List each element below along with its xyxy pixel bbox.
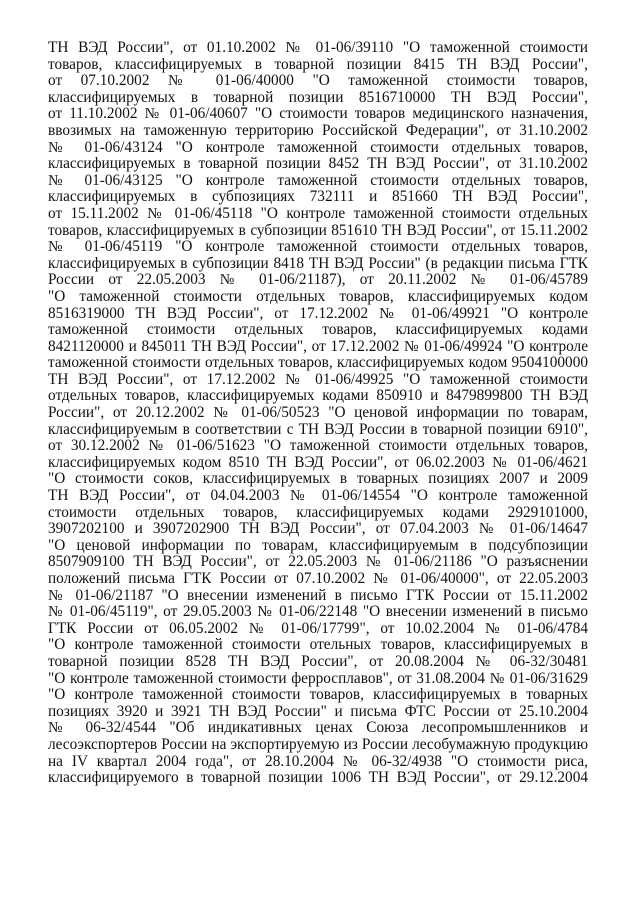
text-line: ТН ВЭД России", от 01.10.2002 № 01-06/39110 "О таможенной стоимости: [48, 40, 588, 56]
text-line: № 01-06/21187 "О внесении изменений в письмо ГТК России от 15.11.2002: [48, 587, 588, 604]
text-line: лесоэкспортеров России на экспортируемую из России лесобумажную продукцию: [48, 736, 588, 753]
text-line: ГТК России от 06.05.2002 № 01-06/17799", от 10.02.2004 № 01-06/4784: [48, 620, 588, 637]
text-line: № 06-32/4544 "Об индикативных ценах Союза лесопромышленников и: [48, 720, 588, 737]
text-line: "О таможенной стоимости отдельных товаров, классифицируемых кодом: [48, 288, 588, 305]
text-line: ТН ВЭД России", от 04.04.2003 № 01-06/14554 "О контроле таможенной: [48, 488, 588, 505]
text-line: "О контроле таможенной стоимости товаров, классифицируемых в товарных: [48, 687, 588, 704]
text-line: стоимости отдельных товаров, классифицируемых кодами 2929101000,: [48, 504, 588, 521]
text-line: классифицируемых в субпозициях 732111 и 851660 ТН ВЭД России",: [48, 189, 588, 206]
text-line: 8421120000 и 845011 ТН ВЭД России", от 17.12.2002 № 01-06/49924 "О контроле: [48, 338, 588, 355]
text-line: от 30.12.2002 № 01-06/51623 "О таможенной стоимости отдельных товаров,: [48, 438, 588, 455]
text-line: классифицируемых в товарной позиции 8516710000 ТН ВЭД России",: [48, 89, 588, 106]
text-line: № 01-06/43124 "О контроле таможенной стоимости отдельных товаров,: [48, 139, 588, 156]
text-line: позициях 3920 и 3921 ТН ВЭД России" и письма ФТС России от 25.10.2004: [48, 703, 588, 720]
text-line: таможенной стоимости отдельных товаров, классифицируемых кодом 9504100000: [48, 355, 588, 372]
text-line: "О стоимости соков, классифицируемых в товарных позициях 2007 и 2009: [48, 471, 588, 488]
text-line: от 07.10.2002 № 01-06/40000 "О таможенной стоимости товаров,: [48, 73, 588, 90]
text-line: отдельных товаров, классифицируемых кодами 850910 и 8479899800 ТН ВЭД: [48, 388, 588, 405]
text-line: 8507909100 ТН ВЭД России", от 22.05.2003 № 01-06/21186 "О разъяснении: [48, 554, 588, 571]
text-line: "О ценовой информации по товарам, классифицируемым в подсубпозиции: [48, 537, 588, 554]
text-line: России", от 20.12.2002 № 01-06/50523 "О ценовой информации по товарам,: [48, 405, 588, 422]
text-line: России от 22.05.2003 № 01-06/21187), от 20.11.2002 № 01-06/45789: [48, 272, 588, 289]
text-line: № 01-06/45119 "О контроле таможенной стоимости отдельных товаров,: [48, 239, 588, 256]
text-line: 3907202100 и 3907202900 ТН ВЭД России", от 07.04.2003 № 01-06/14647: [48, 521, 588, 538]
text-line: классифицируемым в соответствии с ТН ВЭД России в товарной позиции 6910",: [48, 421, 588, 438]
text-line: ввозимых на таможенную территорию Российской Федерации", от 31.10.2002: [48, 122, 588, 139]
text-line: классифицируемого в товарной позиции 1006 ТН ВЭД России", от 29.12.2004: [48, 770, 588, 787]
text-line: классифицируемых в субпозиции 8418 ТН ВЭД России" (в редакции письма ГТК: [48, 255, 588, 272]
text-line: "О контроле таможенной стоимости ферросплавов", от 31.08.2004 № 01-06/31629: [48, 670, 588, 687]
text-line: от 15.11.2002 № 01-06/45118 "О контроле таможенной стоимости отдельных: [48, 205, 588, 222]
text-line: товаров, классифицируемых в товарной позиции 8415 ТН ВЭД России",: [48, 56, 588, 73]
text-line: таможенной стоимости отдельных товаров, классифицируемых кодами: [48, 322, 588, 339]
text-line: № 01-06/43125 "О контроле таможенной стоимости отдельных товаров,: [48, 172, 588, 189]
text-line: классифицируемых кодом 8510 ТН ВЭД России", от 06.02.2003 № 01-06/4621: [48, 454, 588, 471]
text-line: на IV квартал 2004 года", от 28.10.2004 № 06-32/4938 "О стоимости риса,: [48, 753, 588, 770]
text-line: "О контроле таможенной стоимости отельных товаров, классифицируемых в: [48, 637, 588, 654]
text-line: классифицируемых в товарной позиции 8452 ТН ВЭД России", от 31.10.2002: [48, 156, 588, 173]
text-line: № 01-06/45119", от 29.05.2003 № 01-06/22148 "О внесении изменений в письмо: [48, 604, 588, 621]
text-line: товаров, классифицируемых в субпозиции 851610 ТН ВЭД России", от 15.11.2002: [48, 222, 588, 239]
text-line: от 11.10.2002 № 01-06/40607 "О стоимости товаров медицинского назначения,: [48, 106, 588, 123]
text-line: положений письма ГТК России от 07.10.2002 № 01-06/40000", от 22.05.2003: [48, 571, 588, 587]
text-line: товарной позиции 8528 ТН ВЭД России", от 20.08.2004 № 06-32/30481: [48, 653, 588, 670]
text-line: ТН ВЭД России", от 17.12.2002 № 01-06/49925 "О таможенной стоимости: [48, 371, 588, 388]
text-line: 8516319000 ТН ВЭД России", от 17.12.2002 № 01-06/49921 "О контроле: [48, 305, 588, 322]
document-page: [48, 40, 588, 787]
